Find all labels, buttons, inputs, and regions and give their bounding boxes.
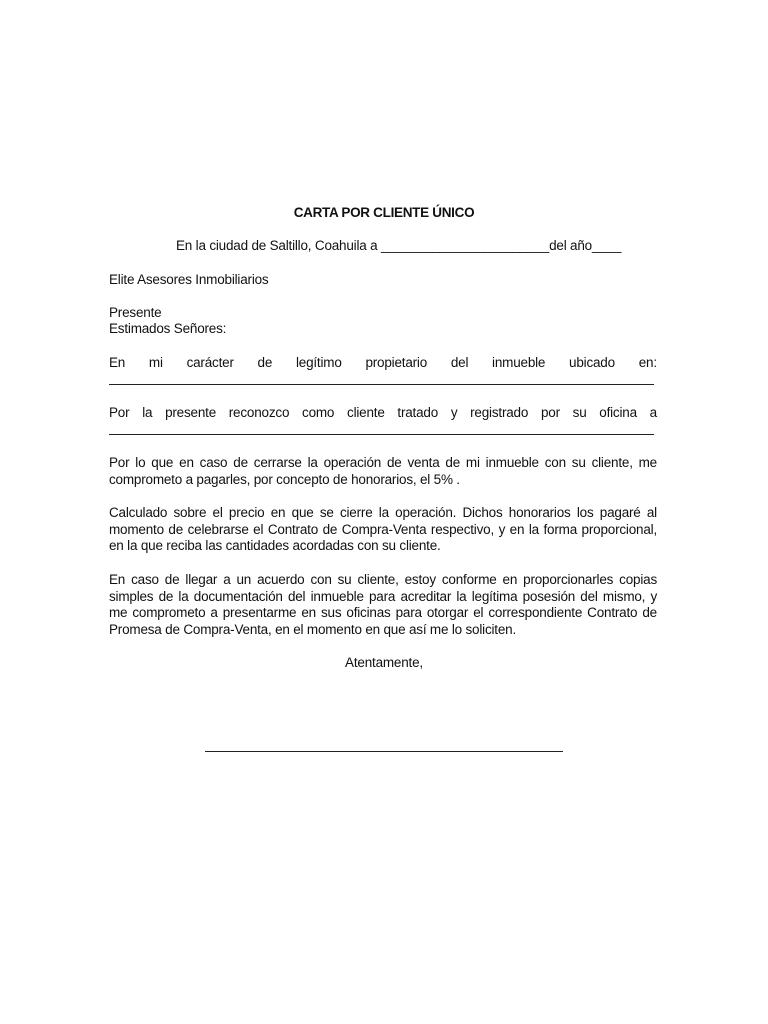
- word: legítimo: [295, 355, 342, 370]
- word: y: [450, 405, 458, 420]
- word: la: [142, 405, 153, 420]
- word: por: [540, 405, 560, 420]
- greeting: Estimados Señores:: [109, 321, 227, 336]
- word: como: [302, 405, 335, 420]
- blank-line-client-name: [109, 434, 654, 435]
- word: tratado: [397, 405, 439, 420]
- paragraph-calculation: Calculado sobre el precio en que se cierre la operación. Dichos honorarios los pagaré al momento de celebrarse el Contrato de Compra-Venta respectivo, y en la forma proporcional, en la que reciba las cantidades acordadas con su cliente.: [109, 505, 657, 553]
- place-date-line: En la ciudad de Saltillo, Coahuila a _______________________del año____: [176, 238, 622, 253]
- word: su: [572, 405, 587, 420]
- blank-line-property-location: [109, 384, 654, 385]
- paragraph-commission: Por lo que en caso de cerrarse la operación de venta de mi inmueble con su cliente, me comprometo a pagarles, por concepto de honorarios, el 5% .: [109, 455, 657, 487]
- word: a: [649, 405, 657, 420]
- paragraph-ownership: [109, 355, 657, 371]
- word: del: [450, 355, 469, 370]
- word: registrado: [470, 405, 529, 420]
- signature-line: [205, 751, 563, 752]
- word: Por: [109, 405, 130, 420]
- paragraph-client-recognition: [109, 405, 657, 421]
- recipient-name: Elite Asesores Inmobiliarios: [109, 272, 269, 287]
- word: propietario: [365, 355, 428, 370]
- word: en:: [638, 355, 657, 370]
- paragraph-agreement: En caso de llegar a un acuerdo con su cliente, estoy conforme en proporcionarles copias simples de la documentación del inmueble para acreditar la legítima posesión del mismo, y me comprometo a presentarme en sus oficinas para otorgar el correspondiente Contrato de Promesa de Compra-Venta, en el momento en que así me lo soliciten.: [109, 572, 657, 637]
- word: ubicado: [569, 355, 615, 370]
- word: oficina: [599, 405, 637, 420]
- word: carácter: [186, 355, 234, 370]
- word: presente: [165, 405, 216, 420]
- word: En: [109, 355, 126, 370]
- word: inmueble: [492, 355, 546, 370]
- word: mi: [148, 355, 163, 370]
- word: de: [257, 355, 273, 370]
- presente-label: Presente: [109, 305, 162, 320]
- word: cliente: [347, 405, 385, 420]
- word: reconozco: [228, 405, 290, 420]
- letter-title: CARTA POR CLIENTE ÚNICO: [293, 205, 475, 220]
- closing: Atentamente,: [345, 655, 423, 670]
